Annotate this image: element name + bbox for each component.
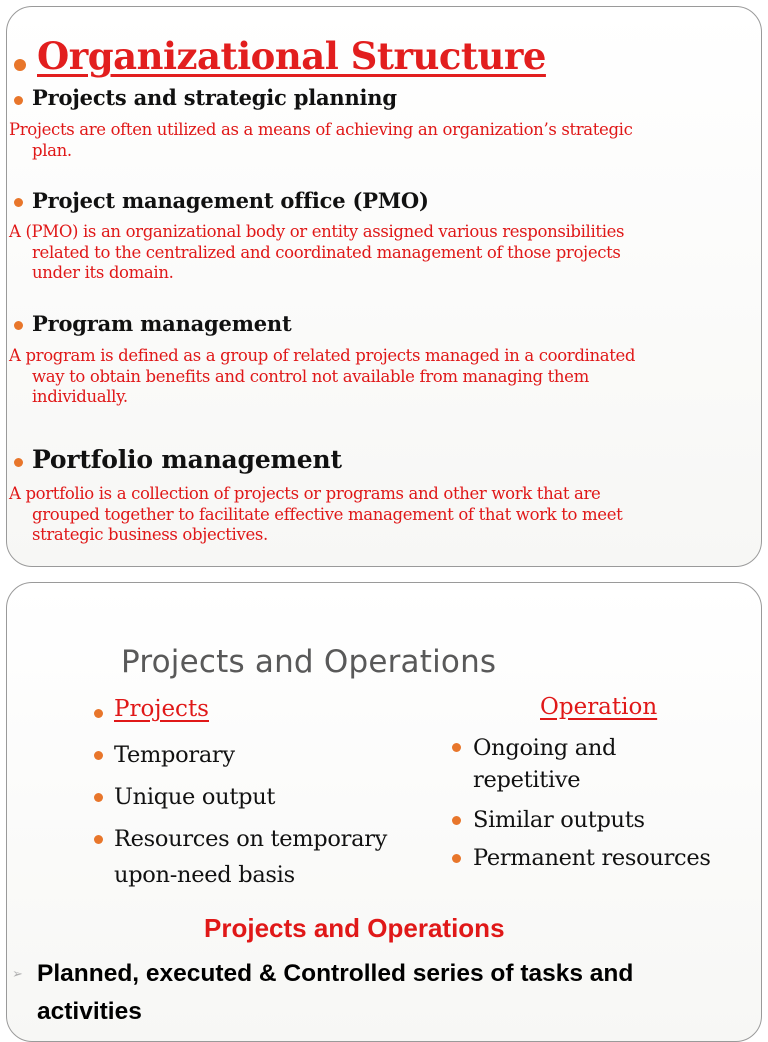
- bullet-icon: [94, 709, 103, 718]
- slide-title: Organizational Structure: [37, 34, 546, 78]
- operation-item-ongoing-cont: repetitive: [473, 767, 581, 793]
- bullet-icon: [14, 321, 23, 330]
- text-line: related to the centralized and coordinated management of those projects: [32, 242, 621, 262]
- section-heading-pmo: Project management office (PMO): [32, 188, 429, 213]
- operation-item-permanent-resources: Permanent resources: [473, 845, 711, 871]
- projects-item-resources-cont: upon-need basis: [114, 862, 295, 888]
- text-line: under its domain.: [32, 263, 174, 282]
- bullet-icon: [94, 835, 103, 844]
- text-line: A (PMO) is an organizational body or entity assigned various responsibilities: [9, 222, 625, 241]
- bullet-icon: [14, 198, 23, 207]
- text-line: plan.: [32, 140, 72, 160]
- point-text: [37, 955, 633, 1031]
- bullet-icon: [452, 854, 461, 863]
- bullet-icon: [94, 793, 103, 802]
- section-heading-program-management: Program management: [32, 311, 292, 336]
- section-text-pmo: [9, 222, 624, 284]
- slide-organizational-structure: [6, 6, 762, 567]
- bullet-icon: [452, 816, 461, 825]
- text-line: way to obtain benefits and control not available from managing them: [32, 366, 589, 386]
- section-subheading: Projects and Operations: [204, 913, 505, 943]
- slide-title: Projects and Operations: [121, 644, 497, 680]
- projects-item-temporary: Temporary: [114, 742, 235, 768]
- projects-column-heading: Projects: [114, 696, 209, 722]
- text-line: grouped together to facilitate effective management of that work to meet: [32, 504, 623, 524]
- operation-item-similar-outputs: Similar outputs: [473, 807, 645, 833]
- operation-column-heading: Operation: [540, 694, 658, 720]
- section-heading-strategic-planning: Projects and strategic planning: [32, 85, 397, 110]
- bullet-icon: [14, 96, 23, 105]
- section-text-program-management: [9, 346, 635, 408]
- projects-item-unique-output: Unique output: [114, 784, 276, 810]
- text-line: A portfolio is a collection of projects or programs and other work that are: [9, 484, 601, 503]
- text-line: strategic business objectives.: [32, 525, 268, 544]
- projects-item-resources: Resources on temporary: [114, 826, 388, 852]
- text-line: activities: [37, 998, 142, 1025]
- operation-item-ongoing: Ongoing and: [473, 735, 617, 761]
- bullet-icon: [452, 743, 461, 752]
- bullet-icon: [14, 458, 23, 467]
- section-text-portfolio-management: [9, 484, 622, 546]
- section-text-strategic-planning: [9, 120, 633, 161]
- title-bullet-icon: [14, 59, 26, 71]
- text-line: Planned, executed & Controlled series of tasks and: [37, 960, 634, 987]
- bullet-icon: [94, 751, 103, 760]
- section-heading-portfolio-management: Portfolio management: [32, 445, 342, 474]
- text-line: individually.: [32, 387, 128, 406]
- arrow-bullet-icon: ➢: [12, 967, 23, 982]
- slide-projects-and-operations: [6, 582, 762, 1042]
- text-line: Projects are often utilized as a means of achieving an organization’s strategic: [9, 120, 633, 139]
- text-line: A program is defined as a group of related projects managed in a coordinated: [9, 346, 636, 365]
